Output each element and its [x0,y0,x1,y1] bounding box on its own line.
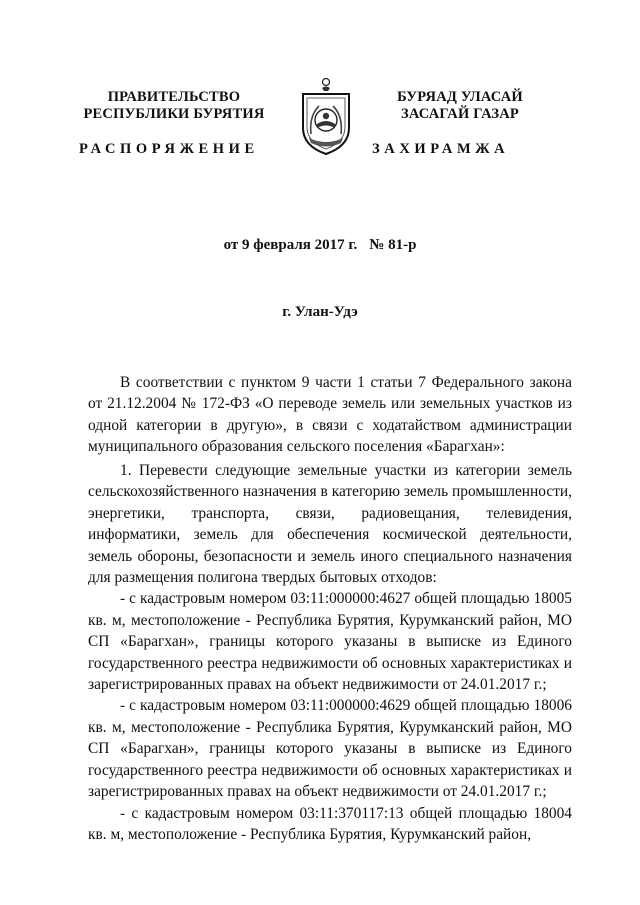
header-left-line2: РЕСПУБЛИКИ БУРЯТИЯ [83,106,265,122]
doc-type-left: РАСПОРЯЖЕНИЕ [79,141,259,157]
header-left-line1: ПРАВИТЕЛЬСТВО [107,89,241,105]
city: г. Улан-Удэ [282,304,358,320]
preamble [88,372,572,458]
date-number-line [0,237,640,254]
paragraph-preamble: В соответствии с пунктом 9 части 1 статьи 7 Федерального закона от 21.12.2004 № 172-ФЗ «О переводе земель или земельных участков из одной категории в другую», в связи с ходатайством администрации муниципального образования сельского поселения «Барагхан»: [88,374,572,456]
header-left [59,89,289,123]
list-item: - с кадастровым номером 03:11:370117:13 общей площадью 18004 кв. м, местоположение - Республика Бурятия, Курумканский район, [88,804,572,843]
list-item: - с кадастровым номером 03:11:000000:4627 общей площадью 18005 кв. м, местоположение - Республика Бурятия, Курумканский район, МО СП «Барагхан», границы которого указаны в выписке из Единого государственного реестра недвижимости об основных характеристиках и зарегистрированных правах на объект недвижимости от 24.01.2017 г.; [88,590,572,694]
header-right-line2: ЗАСАГАЙ ГАЗАР [401,106,519,122]
order-date: от 9 февраля 2017 г. [223,237,358,253]
paragraph-item-1: 1. Перевести следующие земельные участки из категории земель сельскохозяйственного назначения в категорию земель промышленности, энергетики, транспорта, связи, радиовещания, телевидения, информатики, земель для обеспечения космической деятельности, земель обороны, безопасности и земель иного специального назначения для размещения полигона твердых бытовых отходов: [88,462,572,587]
order-body [88,460,572,845]
header-right-line1: БУРЯАД УЛАСАЙ [397,89,523,105]
order-number: № 81-р [369,237,417,253]
doc-type-right: ЗАХИРАМЖА [372,141,510,157]
list-item: - с кадастровым номером 03:11:000000:4629 общей площадью 18006 кв. м, местоположение - Республика Бурятия, Курумканский район, МО СП «Барагхан», границы которого указаны в выписке из Единого государственного реестра недвижимости об основных характеристиках и зарегистрированных правах на объект недвижимости от 24.01.2017 г.; [88,697,572,801]
header-right [345,89,575,123]
